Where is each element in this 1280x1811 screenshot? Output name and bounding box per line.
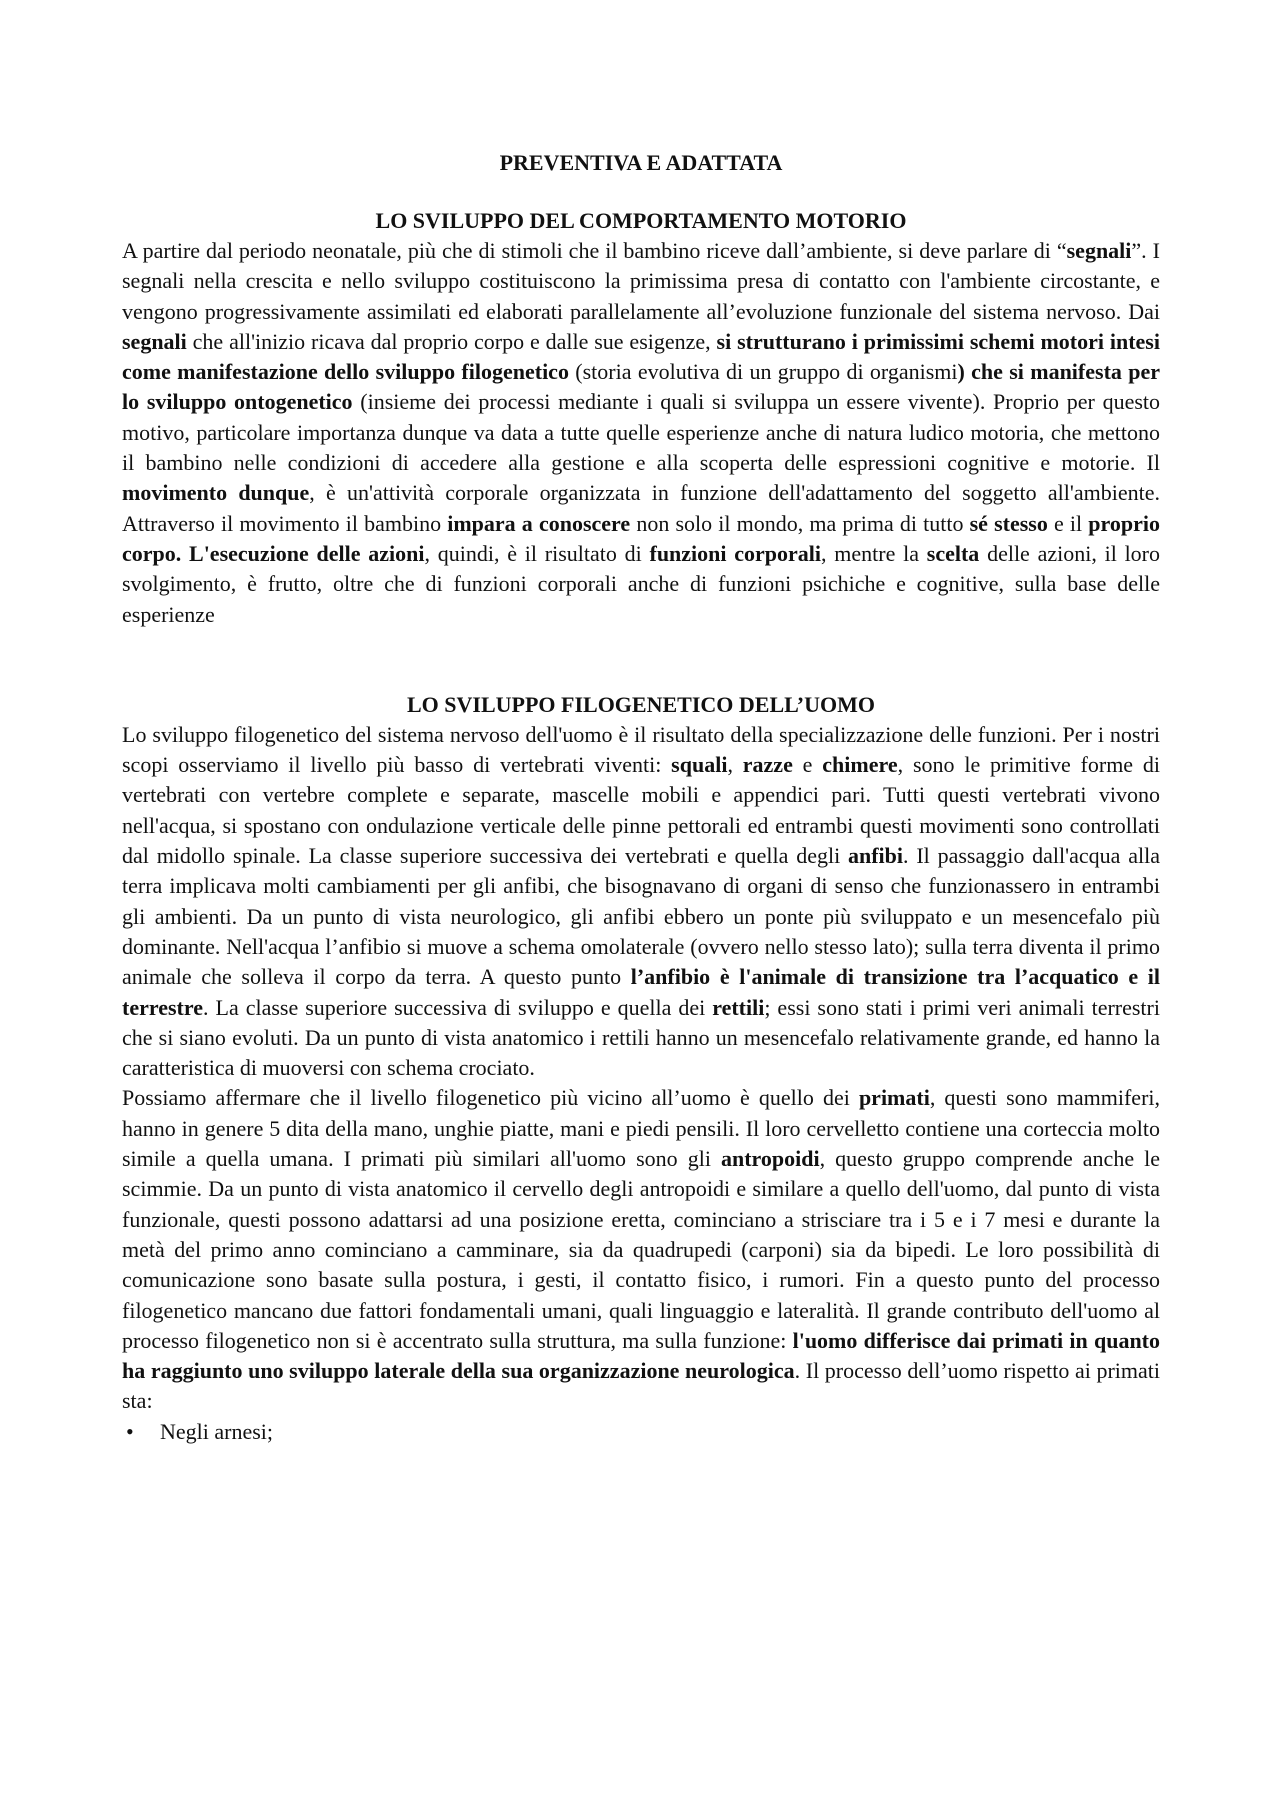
text-run: , questi sono mammiferi, hanno in genere 5 dita della mano, unghie piatte, mani e piedi pensili. Il loro cervelletto contiene una corteccia molto simile a quella umana. I primati più similari all'uomo sono gli: [122, 1085, 1161, 1172]
bold-text-run: anfibi: [848, 843, 904, 869]
text-run: . La classe superiore successiva di sviluppo e quella dei: [203, 994, 713, 1020]
text-run: ; essi sono stati i primi veri animali terrestri che si siano evoluti. Da un punto di vista anatomico i rettili hanno un mesencefalo relativamente grande, ed hanno la caratteristica di muoversi con schema crociato.: [122, 994, 1160, 1081]
bold-text-run: movimento dunque: [122, 480, 310, 506]
text-run: e: [792, 752, 823, 778]
bold-text-run: ) che si manifesta per lo sviluppo ontogenetico: [122, 359, 1160, 415]
bold-text-run: segnali: [1066, 238, 1132, 263]
text-run: ”. I segnali nella crescita e nello sviluppo costituiscono la primissima presa di contatto con l'ambiente circostante, e vengono progressivamente assimilati ed elaborati parallelamente all’evoluzione funzionale del sistema nervoso. Dai: [122, 238, 1160, 324]
section-heading-motor-development: LO SVILUPPO DEL COMPORTAMENTO MOTORIO: [375, 208, 907, 233]
bold-text-run: razze: [742, 752, 793, 778]
text-run: (insieme dei processi mediante i quali si sviluppa un essere vivente). Proprio per questo motivo, particolare importanza dunque va data a tutte quelle esperienze anche di natura ludico motoria, che mettono il bambino nelle condizioni di accedere alla gestione e alla scoperta delle espressioni cognitive e motorie. Il: [122, 389, 1161, 476]
text-run: , quindi, è il risultato di: [424, 540, 650, 566]
bold-text-run: sé stesso: [969, 510, 1048, 536]
bold-text-run: l'uomo differisce dai primati in quanto ha raggiunto uno sviluppo laterale della sua organizzazione neurologica: [122, 1327, 1161, 1384]
text-run: Possiamo affermare che il livello filogenetico più vicino all’uomo è quello dei: [122, 1085, 859, 1111]
text-run: . Il passaggio dall'acqua alla terra implicava molti cambiamenti per gli anfibi, che bisognavano di organi di senso che funzionassero in entrambi gli ambienti. Da un punto di vista neurologico, gli anfibi ebbero un ponte più sviluppato e un mesencefalo più dominante. Nell'acqua l’anfibio si muove a schema omolaterale (ovvero nello stesso lato); sulla terra diventa il primo animale che solleva il corpo da terra. A questo punto: [122, 843, 1160, 990]
section-heading-phylogenetic-development: LO SVILUPPO FILOGENETICO DELL’UOMO: [407, 691, 875, 717]
text-run: non solo il mondo, ma prima di tutto: [630, 510, 970, 536]
bold-text-run: si strutturano i primissimi schemi motori intesi come manifestazione dello sviluppo filogenetico: [122, 328, 1160, 385]
bold-text-run: scelta: [926, 540, 980, 566]
bold-text-run: segnali: [122, 328, 187, 354]
bold-text-run: funzioni corporali: [649, 540, 822, 566]
text-run: ,: [727, 752, 743, 778]
bullet-list: [122, 1417, 1160, 1447]
bullet-icon: •: [126, 1418, 134, 1444]
text-run: e il: [1047, 510, 1089, 536]
bold-text-run: squali: [671, 752, 728, 778]
text-run: , è un'attività corporale organizzata in funzione dell'adattamento del soggetto all'ambiente. Attraverso il movimento il bambino: [122, 480, 1160, 536]
text-run: A partire dal periodo neonatale, più che di stimoli che il bambino riceve dall’ambiente, si deve parlare di “: [122, 238, 1067, 263]
text-run: , mentre la: [821, 540, 927, 566]
text-run: (storia evolutiva di un gruppo di organismi: [568, 359, 958, 385]
list-item: [122, 1417, 1160, 1447]
paragraph-motor-development: [122, 236, 1160, 630]
bold-text-run: rettili: [712, 994, 765, 1020]
paragraph-phylogenetic-primates: [122, 1083, 1160, 1416]
bold-text-run: proprio corpo. L'esecuzione delle azioni: [122, 510, 1160, 566]
bold-text-run: antropoidi: [720, 1146, 820, 1172]
document-page: [122, 148, 1160, 1447]
text-run: Lo sviluppo filogenetico del sistema nervoso dell'uomo è il risultato della specializzazione delle funzioni. Per i nostri scopi osserviamo il livello più basso di vertebrati viventi:: [122, 721, 1160, 778]
list-item-text: Negli arnesi;: [160, 1418, 274, 1444]
document-title: PREVENTIVA E ADATTATA: [499, 150, 783, 175]
text-run: . Il processo dell’uomo rispetto ai primati sta:: [122, 1358, 1160, 1414]
bold-text-run: primati: [858, 1085, 930, 1111]
text-run: , questo gruppo comprende anche le scimmie. Da un punto di vista anatomico il cervello degli antropoidi e similare a quello dell'uomo, dal punto di vista funzionale, questi possono adattarsi ad una posizione eretta, cominciano a strisciare tra i 5 e i 7 mesi e durante la metà del primo anno cominciano a camminare, sia da quadrupedi (carponi) sia da bipedi. Le loro possibilità di comunicazione sono basate sulla postura, i gesti, il contatto fisico, i rumori. Fin a questo punto del processo filogenetico mancano due fattori fondamentali umani, quali linguaggio e lateralità. Il grande contributo dell'uomo al processo filogenetico non si è accentrato sulla struttura, ma sulla funzione:: [122, 1146, 1161, 1353]
bold-text-run: impara a conoscere: [447, 510, 631, 536]
paragraph-phylogenetic-vertebrates: [122, 720, 1160, 1084]
text-run: , sono le primitive forme di vertebrati con vertebre complete e separate, mascelle mobili e appendici pari. Tutti questi vertebrati vivono nell'acqua, si spostano con ondulazione verticale delle pinne pettorali ed entrambi questi movimenti sono controllati dal midollo spinale. La classe superiore successiva dei vertebrati e quella degli: [122, 752, 1161, 869]
text-run: che all'inizio ricava dal proprio corpo e dalle sue esigenze,: [186, 328, 717, 354]
bold-text-run: chimere: [822, 752, 898, 778]
bold-text-run: l’anfibio è l'animale di transizione tra l’acquatico e il terrestre: [122, 964, 1160, 1020]
text-run: delle azioni, il loro svolgimento, è frutto, oltre che di funzioni corporali anche di funzioni psichiche e cognitive, sulla base delle esperienze: [122, 540, 1161, 627]
